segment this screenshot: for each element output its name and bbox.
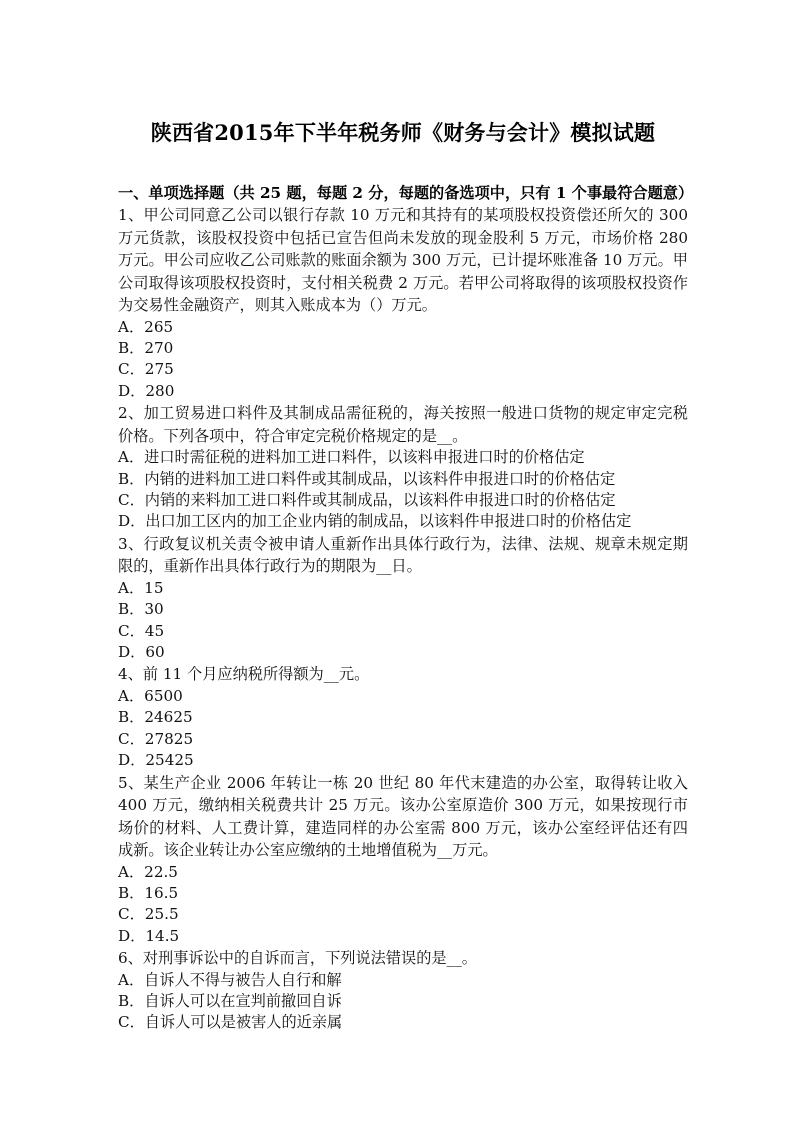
- option-d: D．60: [118, 642, 165, 661]
- question-text: 6、对刑事诉讼中的自诉而言，下列说法错误的是__。: [118, 949, 477, 968]
- option-c: C．45: [118, 621, 165, 640]
- question-text: 3、行政复议机关责令被申请人重新作出具体行政行为，法律、法规、规章未规定期限的，重新作出具体行政行为的期限为__日。: [118, 534, 688, 576]
- option-c: C．27825: [118, 729, 194, 748]
- document-title: 陕西省2015年下半年税务师《财务与会计》模拟试题: [150, 120, 656, 145]
- option-b: B．270: [118, 338, 174, 357]
- question-5: [118, 772, 688, 948]
- option-b: B．30: [118, 600, 164, 619]
- question-1: [118, 204, 688, 402]
- question-4: [118, 663, 688, 771]
- option-d: D．280: [118, 381, 175, 400]
- option-d: D．25425: [118, 751, 194, 770]
- section-heading: 一、单项选择题（共 25 题，每题 2 分，每题的备选项中，只有 1 个事最符合题意）: [118, 184, 694, 202]
- option-b: B．24625: [118, 708, 193, 727]
- option-d: D．14.5: [118, 926, 180, 945]
- option-b: B．自诉人可以在宣判前撤回自诉: [118, 992, 342, 1011]
- option-a: A．265: [118, 317, 174, 336]
- option-c: C．内销的来料加工进口料件或其制成品，以该料件申报进口时的价格估定: [118, 490, 616, 509]
- option-b: B．内销的进料加工进口料件或其制成品，以该料件申报进口时的价格估定: [118, 469, 616, 488]
- option-c: C．25.5: [118, 905, 179, 924]
- option-c: C．自诉人可以是被害人的近亲属: [118, 1013, 343, 1032]
- option-a: A．自诉人不得与被告人自行和解: [118, 970, 342, 989]
- question-text: 5、某生产企业 2006 年转让一栋 20 世纪 80 年代末建造的办公室，取得转让收入 400 万元，缴纳相关税费共计 25 万元。该办公室原造价 300 万元，如果按现行市场价的材料、人工费计算，建造同样的办公室需 800 万元，该办公室经评估还有四成新。该企业转让办公室应缴纳的土地增值税为__万元。: [118, 773, 688, 859]
- option-a: A．6500: [118, 686, 183, 705]
- option-c: C．275: [118, 360, 174, 379]
- question-text: 2、加工贸易进口料件及其制成品需征税的，海关按照一般进口货物的规定审定完税价格。下列各项中，符合审定完税价格规定的是__。: [118, 404, 688, 445]
- question-3: [118, 533, 688, 664]
- question-6: [118, 947, 688, 1034]
- option-a: A．22.5: [118, 862, 178, 881]
- question-text: 4、前 11 个月应纳税所得额为__元。: [118, 665, 370, 684]
- question-2: [118, 402, 688, 533]
- question-text: 1、甲公司同意乙公司以银行存款 10 万元和其持有的某项股权投资偿还所欠的 300 万元货款，该股权投资中包括已宣告但尚未发放的现金股利 5 万元，市场价格 280 万元。甲公司应收乙公司账款的账面余额为 300 万元，已计提坏账准备 10 万元。甲公司取得该项股权投资时，支付相关税费 2 万元。若甲公司将取得的该项股权投资作为交易性金融资产，则其入账成本为（）万元。: [118, 206, 688, 314]
- option-b: B．16.5: [118, 883, 179, 902]
- option-a: A．15: [118, 578, 164, 597]
- option-a: A．进口时需征税的进料加工进口料件，以该料申报进口时的价格估定: [118, 448, 585, 467]
- option-d: D．出口加工区内的加工企业内销的制成品，以该料件申报进口时的价格估定: [118, 512, 632, 531]
- document-page: [118, 118, 694, 1034]
